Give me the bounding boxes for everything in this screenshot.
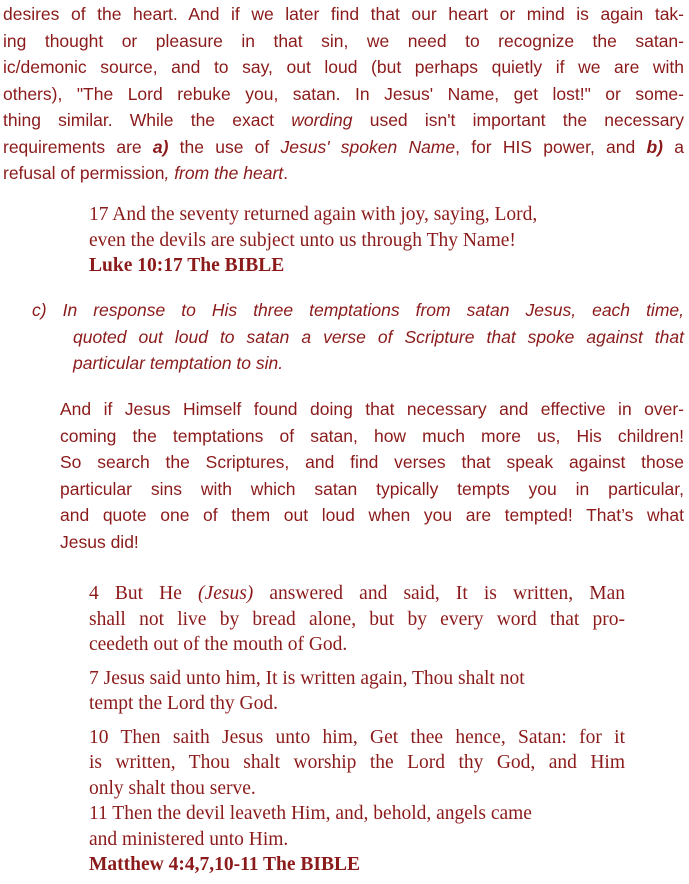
scripture-reference: Luke 10:17 The BIBLE — [89, 255, 285, 276]
scripture-reference: Matthew 4:4,7,10-11 The BIBLE — [89, 854, 361, 875]
label-b: b) — [646, 136, 664, 157]
paragraph-line: ic/demonic source, and to say, out loud (but perhaps quietly if we are with — [3, 57, 684, 77]
point-c — [32, 297, 684, 377]
verse-line: 11 Then the devil leaveth Him, and, behold, angels came — [89, 803, 532, 824]
verse-line: shall not live by bread alone, but by every word that pro- — [89, 608, 625, 630]
verse-line: 10 Then saith Jesus unto him, Get thee hence, Satan: for it — [89, 726, 625, 748]
verse-line: ceedeth out of the mouth of God. — [89, 634, 348, 655]
verse-line: and ministered unto Him. — [89, 828, 289, 850]
point-line: particular temptation to sin. — [73, 353, 284, 373]
paragraph-line: refusal of permission, from the heart. — [3, 163, 289, 183]
paragraph-line: others), "The Lord rebuke you, satan. In Jesus' Name, get lost!" or some- — [3, 83, 684, 104]
verse-line: only shalt thou serve. — [89, 777, 256, 799]
label-a: a) — [152, 136, 169, 157]
paragraph-intro — [3, 1, 684, 187]
verse-line: 17 And the seventy returned again with joy, saying, Lord, — [89, 204, 538, 225]
point-line: quoted out loud to satan a verse of Scripture that spoke against that — [73, 326, 684, 347]
verse-line: 7 Jesus said unto him, It is written again, Thou shalt not — [89, 667, 525, 689]
paragraph-line: particular sins with which satan typically tempts you in particular, — [60, 478, 684, 499]
paragraph-line: and quote one of them out loud when you are tempted! That’s what — [60, 505, 684, 525]
paragraph-line: desires of the heart. And if we later find that our heart or mind is again tak- — [3, 4, 684, 24]
scripture-quote-luke — [89, 202, 649, 279]
verse-line: is written, Thou shalt worship the Lord thy God, and Him — [89, 752, 625, 773]
point-line: c) In response to His three temptations from satan Jesus, each time, — [32, 300, 684, 320]
verse-line: 4 But He (Jesus) answered and said, It is written, Man — [89, 583, 625, 604]
verse-line: tempt the Lord thy God. — [89, 693, 279, 714]
paragraph-line: So search the Scriptures, and find verses that speak against those — [60, 452, 684, 472]
paragraph-line: requirements are a) the use of Jesus' spoken Name, for HIS power, and b) a — [3, 136, 684, 157]
paragraph-line: ing thought or pleasure in that sin, we need to recognize the satan- — [3, 30, 684, 51]
paragraph-line: coming the temptations of satan, how much more us, His children! — [60, 425, 684, 446]
scripture-quote-matthew — [89, 581, 625, 878]
paragraph-line: thing similar. While the exact wording used isn't important the necessary — [3, 110, 684, 130]
paragraph-line: Jesus did! — [60, 531, 139, 552]
verse-line: even the devils are subject unto us through Thy Name! — [89, 229, 516, 251]
paragraph-line: And if Jesus Himself found doing that necessary and effective in over- — [60, 399, 684, 419]
paragraph-application — [60, 396, 684, 555]
